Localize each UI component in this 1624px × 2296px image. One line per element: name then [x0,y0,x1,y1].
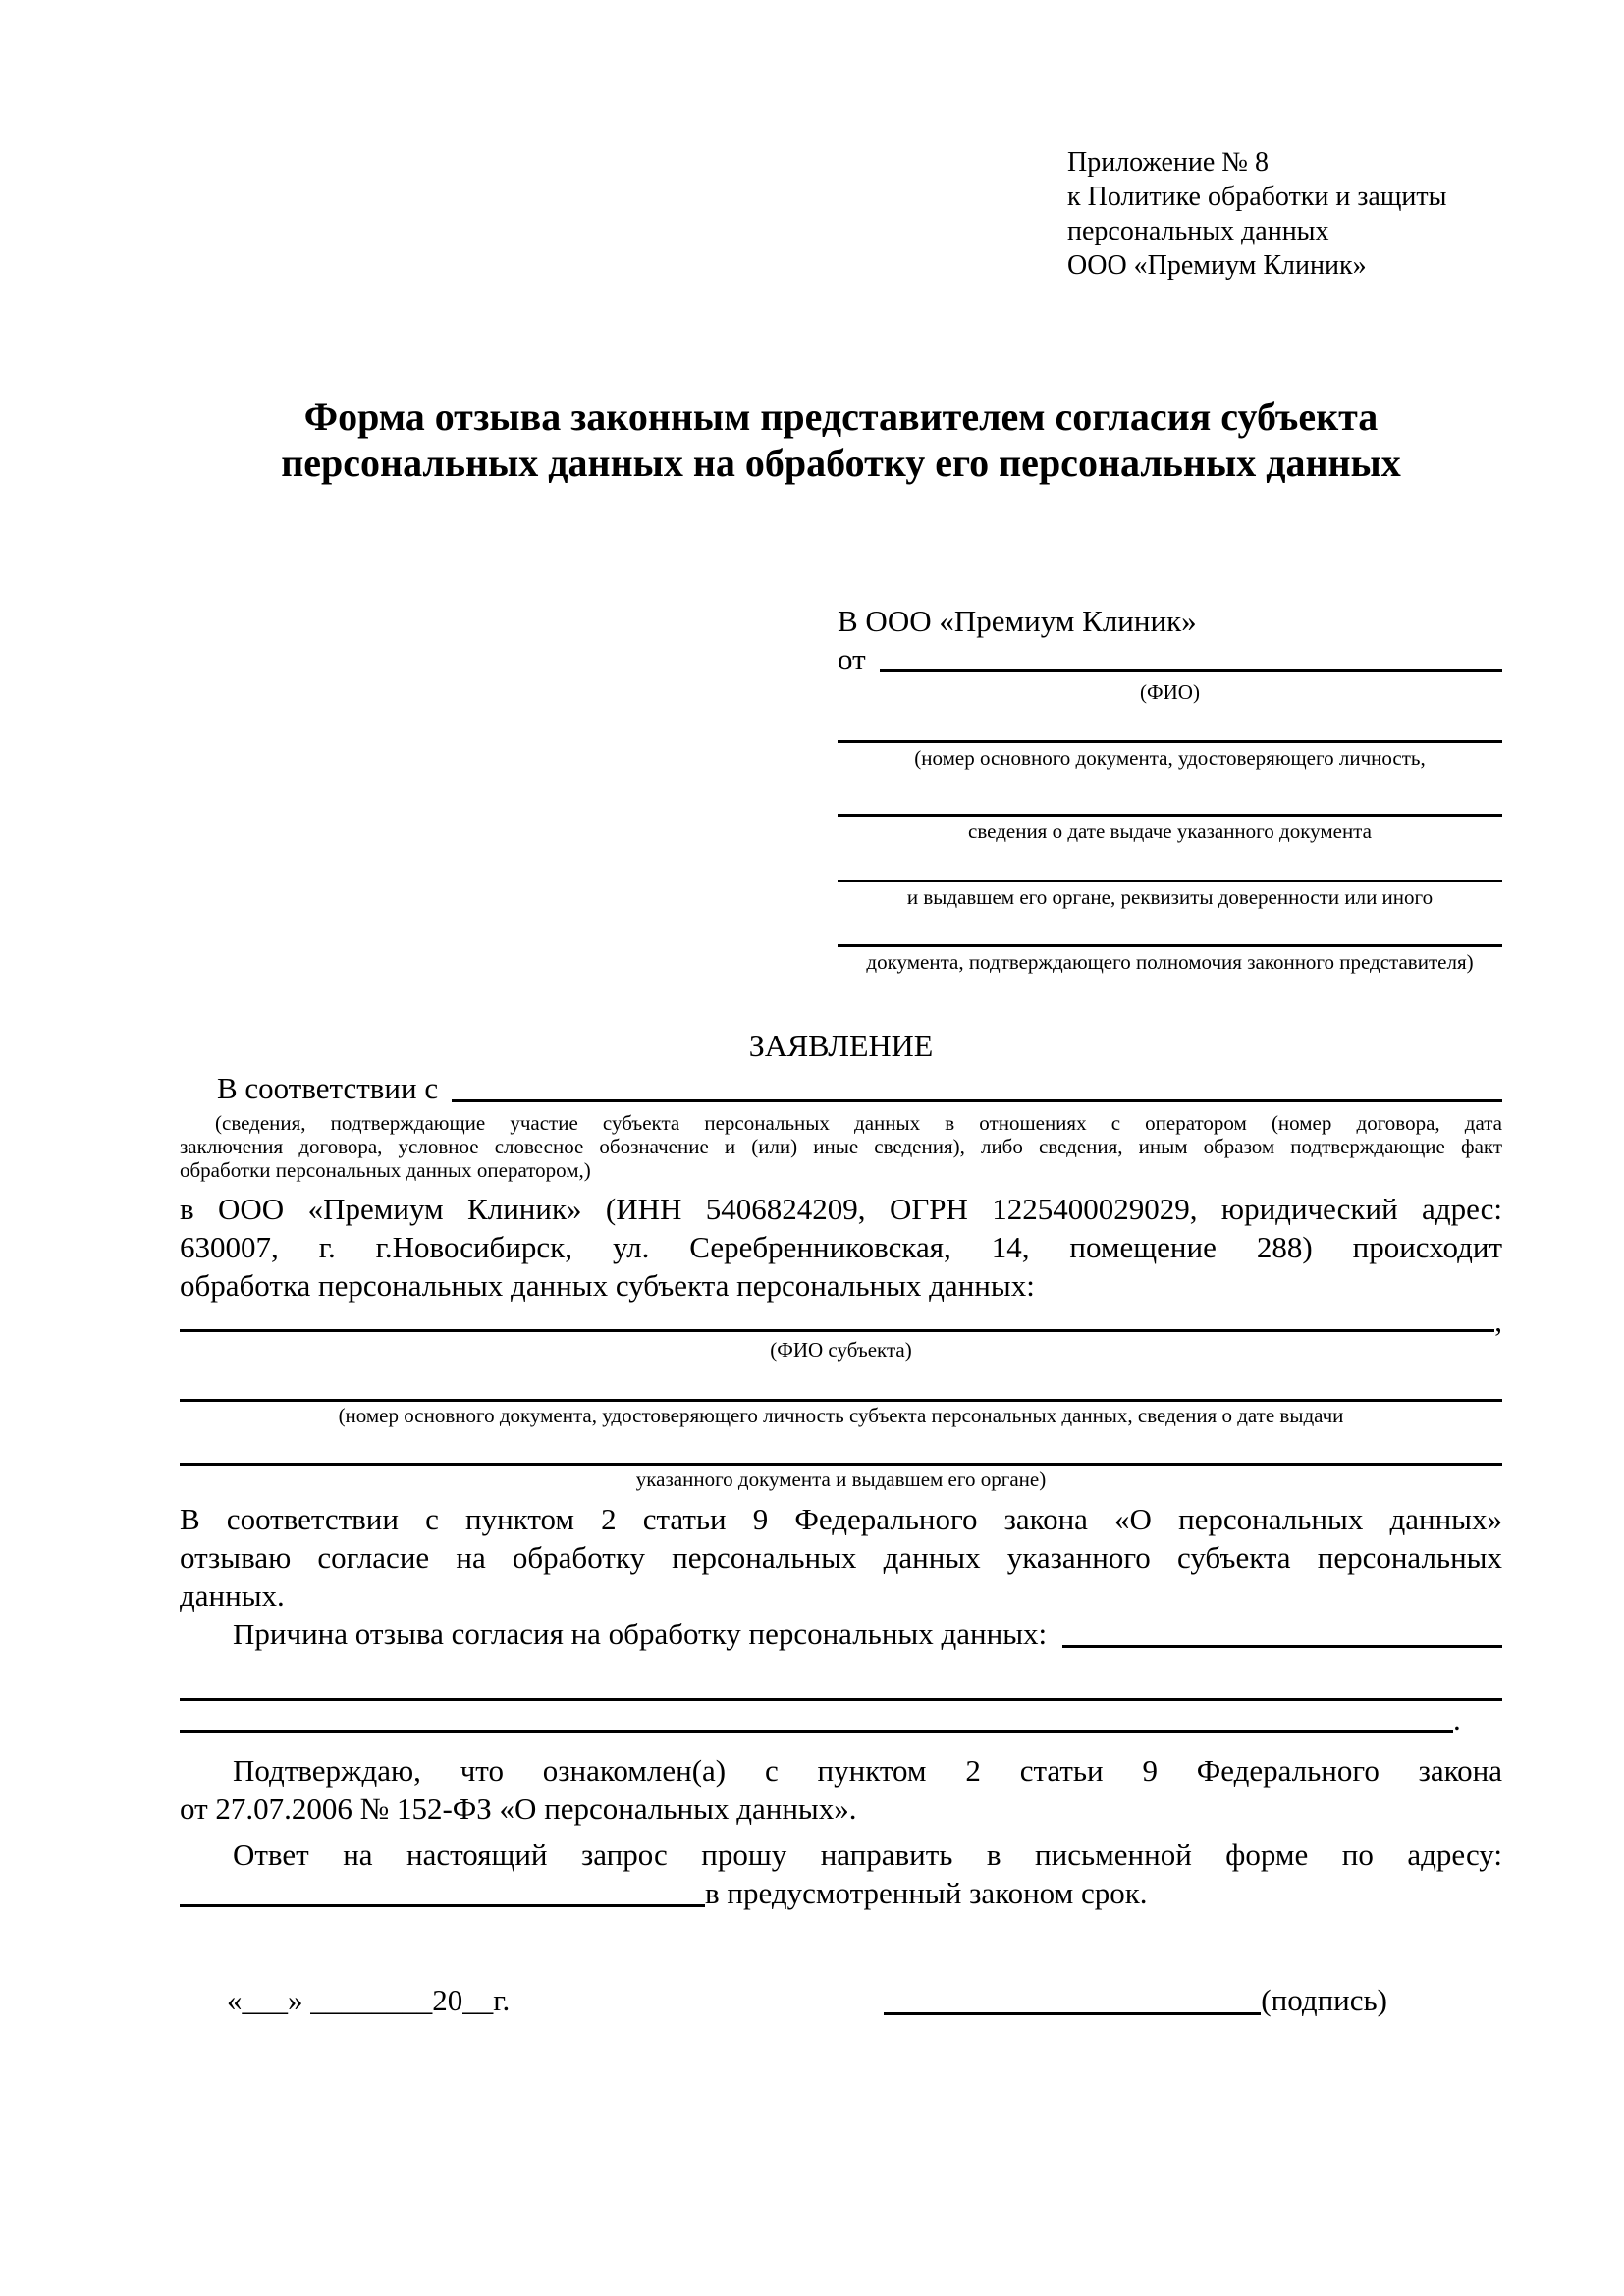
reason-field-line-3 [180,1730,1453,1733]
reason-label: Причина отзыва согласия на обработку персональных данных: [233,1617,1048,1651]
operator-paragraph [180,1190,1502,1305]
addressee-block [838,602,1502,977]
accordance-caption-line-1: (сведения, подтверждающие участие субъекта персональных данных в отношениях с оператором (номер договора, дата [215,1111,1502,1135]
accordance-basis-field-line [452,1099,1502,1102]
reason-field-line-2 [180,1653,1502,1701]
accordance-caption-line-2: заключения договора, условное словесное обозначение и (или) иные сведения), либо сведения, иным образом подтверждающие факт [180,1135,1502,1158]
subject-fio-row [180,1304,1502,1338]
signature-field-line [884,2012,1261,2015]
appendix-note [1067,145,1502,283]
title-line-1: Форма отзыва законным представителем согласия субъекта [303,395,1379,439]
representative-doc-number-field-line [838,707,1502,743]
accordance-caption [180,1111,1502,1182]
operator-paragraph-line-3: обработка персональных данных субъекта персональных данных: [180,1268,1035,1303]
in-accordance-label: В соответствии с [217,1071,439,1105]
operator-paragraph-line-1: в ООО «Премиум Клиник» (ИНН 5406824209, ОГРН 1225400029029, юридический адрес: [180,1192,1502,1226]
document-title [180,394,1502,486]
doc-issue-date-caption: сведения о дате выдаче указанного документа [968,820,1372,843]
reply-address-field-line [180,1904,705,1907]
title-line-2: персональных данных на обработку его персональных данных [281,441,1401,485]
doc-issue-date-field-line [838,773,1502,817]
statement-heading: ЗАЯВЛЕНИЕ [748,1028,934,1063]
acknowledge-line-2: от 27.07.2006 № 152-ФЗ «О персональных данных». [180,1791,857,1826]
appendix-line-3: персональных данных [1067,216,1329,246]
reason-field-line-start [1062,1645,1502,1648]
subject-doc-field-line [180,1363,1502,1402]
signature-caption: (подпись) [1261,1983,1387,2017]
appendix-line-4: ООО «Премиум Клиник» [1067,250,1367,281]
acknowledge-paragraph [180,1751,1502,1828]
trailing-comma: , [1494,1304,1502,1338]
addressee-to: В ООО «Премиум Клиник» [838,604,1197,638]
signature-group [884,1981,1387,2020]
reply-request-line: Ответ на настоящий запрос прошу направить в письменной форме по адресу: [233,1838,1502,1872]
doc-number-caption: (номер основного документа, удостоверяющего личность, [914,746,1426,770]
operator-paragraph-line-2: 630007, г. г.Новосибирск, ул. Серебренниковская, 14, помещение 288) происходит [180,1230,1502,1264]
subject-doc-issuer-field-line [180,1429,1502,1466]
trailing-period: . [1453,1702,1461,1736]
acknowledge-line-1: Подтверждаю, что ознакомлен(а) с пунктом 2 статьи 9 Федерального закона [233,1753,1502,1788]
fio-caption: (ФИО) [1140,680,1200,704]
subject-fio-caption: (ФИО субъекта) [770,1338,912,1362]
doc-issuer-field-line [838,846,1502,882]
appendix-line-2: к Политике обработки и защиты [1067,182,1447,212]
reply-tail: в предусмотренный законом срок. [705,1876,1148,1910]
representative-fio-field-line [880,669,1502,672]
withdraw-paragraph-line-1: В соответствии с пунктом 2 статьи 9 Федерального закона «О персональных данных» [180,1502,1502,1536]
in-accordance-row [180,1069,1502,1107]
date-signature-row [180,1981,1502,2020]
from-label: от [838,642,866,676]
from-row [838,641,1502,677]
reply-address-row [180,1874,1502,1912]
withdraw-paragraph-line-3: данных. [180,1578,285,1613]
reason-field-row-3 [180,1701,1502,1737]
document-content [180,0,1502,2020]
subject-doc-caption-2: указанного документа и выдавшем его органе) [635,1468,1047,1491]
attorney-doc-field-line [838,912,1502,947]
date-field: «___» ________20__г. [227,1983,511,2017]
subject-fio-field-line [180,1329,1494,1332]
accordance-caption-line-3: обработки персональных данных оператором,) [180,1158,591,1182]
appendix-line-1: Приложение № 8 [1067,147,1269,178]
subject-doc-caption-1: (номер основного документа, удостоверяющего личность субъекта персональных данных, сведения о дате выдачи [338,1404,1344,1427]
doc-issuer-caption: и выдавшем его органе, реквизиты доверенности или иного [906,885,1434,909]
withdraw-paragraph-line-2: отзываю согласие на обработку персональных данных указанного субъекта персональных [180,1540,1502,1575]
attorney-doc-caption: документа, подтверждающего полномочия законного представителя) [866,950,1474,974]
reason-row [180,1615,1502,1653]
withdraw-paragraph [180,1500,1502,1615]
